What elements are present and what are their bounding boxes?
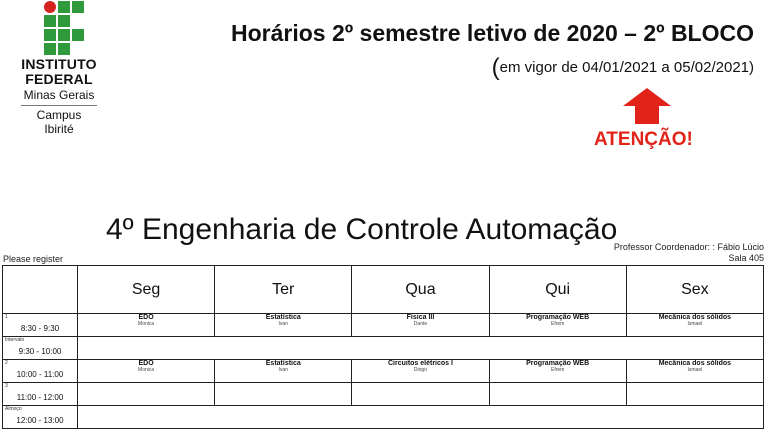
slot-number: 3 — [5, 383, 8, 389]
attention-label: ATENÇÃO! — [594, 129, 693, 150]
class-cell: Estatística Ivan — [215, 314, 352, 337]
register-note: Please register — [3, 254, 64, 264]
class-cell: Mecânica dos sólidos Ismael — [626, 360, 763, 383]
time-slot — [3, 360, 78, 383]
class-cell — [489, 383, 626, 406]
class-cell: Estatística Ivan — [215, 360, 352, 383]
class-cell: Mecânica dos sólidos Ismael — [626, 314, 763, 337]
slot-time: 8:30 - 9:30 — [20, 324, 60, 333]
schedule-table — [2, 265, 764, 429]
up-arrow-icon — [623, 88, 671, 124]
class-cell — [352, 383, 489, 406]
room-number: Sala 405 — [728, 253, 764, 263]
slot-time: 11:00 - 12:00 — [16, 393, 64, 402]
break-cell — [78, 337, 764, 360]
time-slot — [3, 406, 78, 429]
class-cell — [78, 383, 215, 406]
slot-number: 1 — [5, 314, 8, 320]
time-slot — [3, 383, 78, 406]
day-header: Qui — [489, 266, 626, 314]
logo-state: Minas Gerais — [23, 88, 95, 102]
slot-time: 12:00 - 13:00 — [16, 416, 64, 425]
slot-time: 9:30 - 10:00 — [18, 347, 62, 356]
validity-period: (em vigor de 04/01/2021 a 05/02/2021) — [491, 54, 754, 81]
table-row — [3, 360, 764, 383]
class-cell: Física III Dante — [352, 314, 489, 337]
table-row — [3, 337, 764, 360]
class-cell: EDO Monica — [78, 314, 215, 337]
logo-institute-name: INSTITUTO FEDERAL — [21, 56, 97, 87]
logo-red-dot — [44, 1, 56, 13]
class-cell: Programação WEB Efrem — [489, 360, 626, 383]
page-title: Horários 2º semestre letivo de 2020 – 2º BLOCO — [230, 20, 754, 46]
lunch-cell — [78, 406, 764, 429]
class-cell: Programação WEB Efrem — [489, 314, 626, 337]
logo-divider — [21, 105, 97, 106]
table-header-row — [3, 266, 764, 314]
day-header: Seg — [78, 266, 215, 314]
slot-number: 2 — [5, 360, 8, 366]
coordinator: Professor Coordenador: : Fábio Lúcio — [613, 242, 764, 252]
table-row — [3, 314, 764, 337]
logo-grid-icon — [44, 1, 86, 55]
class-cell: EDO Monica — [78, 360, 215, 383]
table-row — [3, 406, 764, 429]
table-row — [3, 383, 764, 406]
class-cell: Circuitos elétricos I Diogo — [352, 360, 489, 383]
class-cell — [215, 383, 352, 406]
slot-time: 10:00 - 11:00 — [16, 370, 64, 379]
class-cell — [626, 383, 763, 406]
day-header: Qua — [352, 266, 489, 314]
day-header: Sex — [626, 266, 763, 314]
time-slot — [3, 314, 78, 337]
time-column-header — [3, 266, 78, 314]
slot-label: Intervalo — [5, 337, 25, 343]
day-header: Ter — [215, 266, 352, 314]
logo-campus: Campus Ibirité — [36, 108, 82, 136]
course-title: 4º Engenharia de Controle Automação — [106, 213, 618, 246]
time-slot — [3, 337, 78, 360]
slot-label: Almoço — [5, 406, 22, 412]
